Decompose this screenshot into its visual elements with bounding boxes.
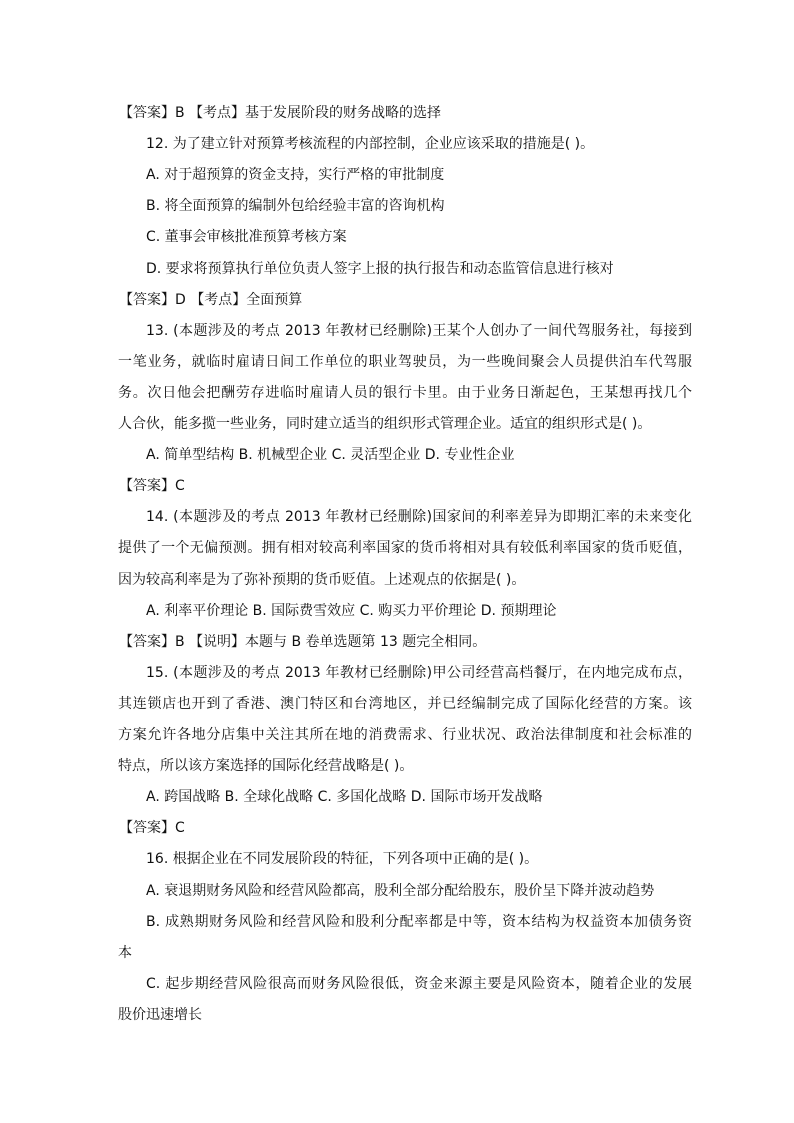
text-line: B. 将全面预算的编制外包给经验丰富的咨询机构	[146, 198, 445, 215]
text-line: 因为较高利率是为了弥补预期的货币贬值。上述观点的依据是( )。	[118, 571, 526, 588]
answer-line: 【答案】B 【考点】基于发展阶段的财务战略的选择	[119, 105, 442, 121]
answer-line: 【答案】C	[119, 820, 185, 837]
text-line: 方案允许各地分店集中关注其所在地的消费需求、行业状况、政治法律制度和社会标准的	[118, 727, 692, 743]
text-line: 提供了一个无偏预测。拥有相对较高利率国家的货币将相对具有较低利率国家的货币贬值，	[118, 540, 692, 557]
text-line: D. 要求将预算执行单位负责人签字上报的执行报告和动态监管信息进行核对	[146, 260, 614, 277]
text-line: 特点，所以该方案选择的国际化经营战略是( )。	[118, 758, 414, 775]
text-line: C. 起步期经营风险很高而财务风险很低，资金来源主要是风险资本，随着企业的发展	[146, 975, 692, 992]
answer-line: 【答案】C	[119, 478, 185, 495]
text-line: 人合伙，能多揽一些业务，同时建立适当的组织形式管理企业。适宜的组织形式是( )。	[118, 416, 652, 432]
answer-line: 【答案】B 【说明】本题与 B 卷单选题第 13 题完全相同。	[119, 633, 487, 650]
text-line: 14. (本题涉及的考点 2013 年教材已经删除)国家间的利率差异为即期汇率的未来变化	[146, 509, 692, 526]
answer-line: 【答案】D 【考点】全面预算	[119, 291, 303, 308]
text-line: 一笔业务，就临时雇请日间工作单位的职业驾驶员，为一些晚间聚会人员提供泊车代驾服	[118, 353, 692, 370]
text-line: A. 利率平价理论 B. 国际费雪效应 C. 购买力平价理论 D. 预期理论	[146, 602, 557, 619]
text-line: 15. (本题涉及的考点 2013 年教材已经删除)甲公司经营高档餐厅，在内地完成布点，	[146, 664, 692, 681]
text-line: B. 成熟期财务风险和经营风险和股利分配率都是中等，资本结构为权益资本加债务资	[146, 913, 692, 930]
text-line: 股价迅速增长	[118, 1006, 202, 1023]
text-line: C. 董事会审核批准预算考核方案	[146, 229, 347, 246]
text-line: 13. (本题涉及的考点 2013 年教材已经删除)王某个人创办了一间代驾服务社，每接到	[146, 322, 692, 339]
text-line: A. 跨国战略 B. 全球化战略 C. 多国化战略 D. 国际市场开发战略	[146, 789, 543, 806]
text-line: A. 衰退期财务风险和经营风险都高，股利全部分配给股东，股价呈下降并波动趋势	[146, 882, 655, 899]
text-line: 务。次日他会把酬劳存进临时雇请人员的银行卡里。由于业务日渐起色，王某想再找几个	[118, 384, 692, 401]
text-line: 其连锁店也开到了香港、澳门特区和台湾地区，并已经编制完成了国际化经营的方案。该	[118, 695, 692, 712]
text-line: A. 简单型结构 B. 机械型企业 C. 灵活型企业 D. 专业性企业	[146, 447, 515, 464]
text-line: 16. 根据企业在不同发展阶段的特征，下列各项中正确的是( )。	[146, 851, 539, 868]
text-line: A. 对于超预算的资金支持，实行严格的审批制度	[146, 167, 445, 184]
text-line: 12. 为了建立针对预算考核流程的内部控制，企业应该采取的措施是( )。	[146, 136, 595, 153]
text-line: 本	[118, 944, 132, 961]
